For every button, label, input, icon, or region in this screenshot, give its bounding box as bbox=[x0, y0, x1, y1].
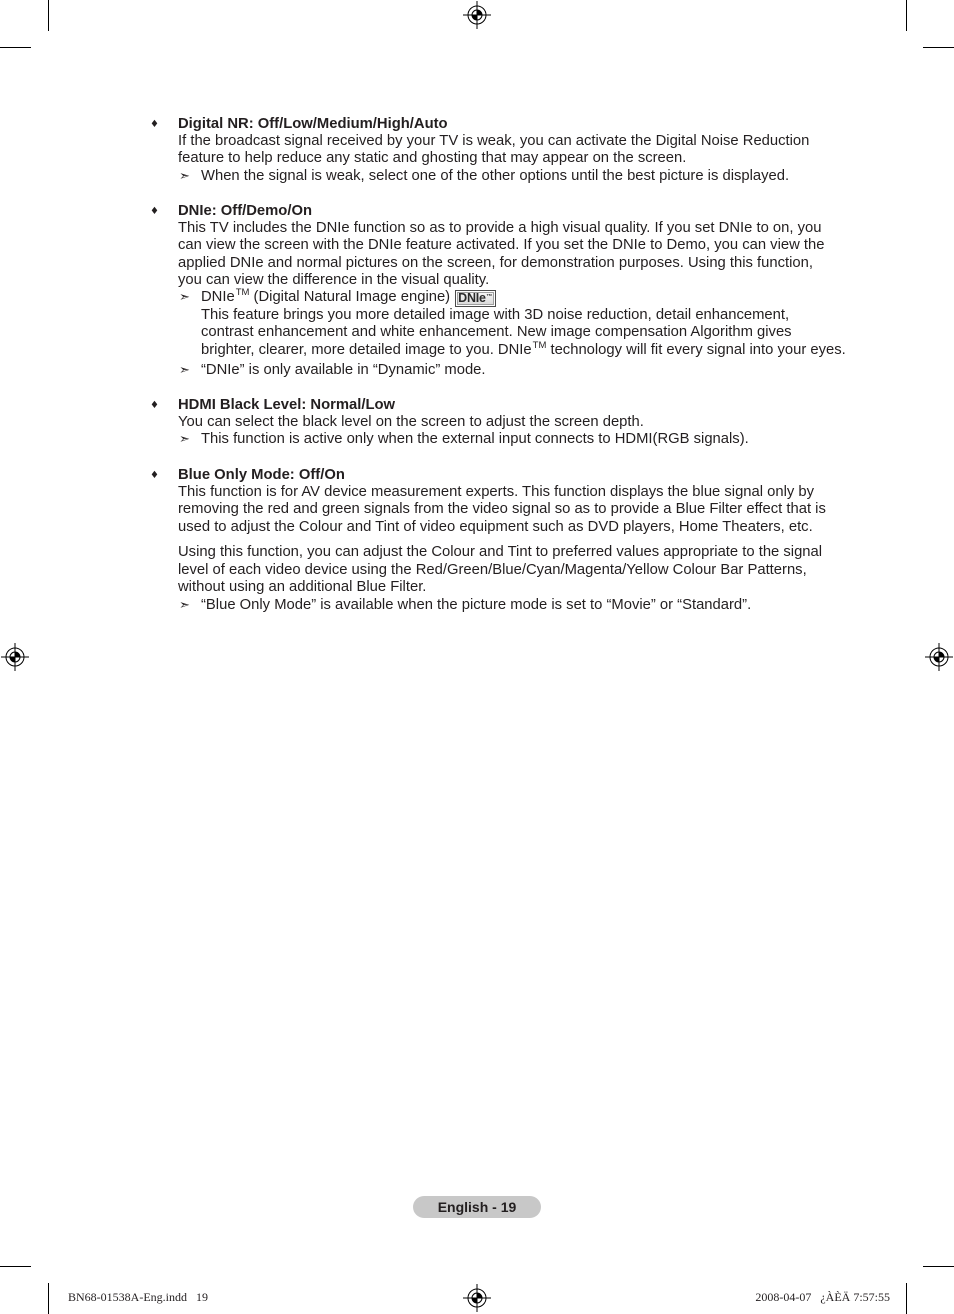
note-arrow-icon: ➣ bbox=[179, 168, 190, 184]
body-line: level of each video device using the Red/Green/Blue/Cyan/Magenta/Yellow Colour Bar Patterns, bbox=[178, 561, 807, 578]
section-dnie bbox=[150, 202, 868, 380]
trademark-superscript: TM bbox=[235, 287, 250, 299]
note-arrow-icon: ➣ bbox=[179, 432, 190, 448]
crop-mark-top-right-horizontal bbox=[923, 47, 954, 48]
body-line: can view the screen with the DNIe feature activated. If you set the DNIe to Demo, you can view the bbox=[178, 237, 825, 254]
note bbox=[178, 597, 868, 614]
diamond-bullet-icon: ♦ bbox=[150, 118, 159, 130]
note-line-text: technology will fit every signal into your eyes. bbox=[546, 341, 846, 358]
note-arrow-icon: ➣ bbox=[179, 290, 190, 306]
page-number-badge bbox=[413, 1196, 541, 1218]
note-line: When the signal is weak, select one of the other options until the best picture is displayed. bbox=[201, 167, 790, 184]
note-line-text: brighter, clearer, more detailed image to you. DNIe bbox=[201, 341, 532, 358]
section-digital-nr bbox=[150, 115, 868, 186]
body-line: You can select the black level on the screen to adjust the screen depth. bbox=[178, 413, 644, 430]
body-line: This function is for AV device measurement experts. This function displays the blue signal only by bbox=[178, 483, 815, 500]
slug-timestamp: 2008-04-07 ¿ÀÈÄ 7:57:55 bbox=[755, 1290, 890, 1304]
body-line: without using an additional Blue Filter. bbox=[178, 579, 427, 596]
crop-mark-top-left-horizontal bbox=[0, 47, 31, 48]
note-arrow-icon: ➣ bbox=[179, 597, 190, 613]
body-line: Using this function, you can adjust the Colour and Tint to preferred values appropriate to the signal bbox=[178, 544, 823, 561]
diamond-bullet-icon: ♦ bbox=[150, 469, 159, 481]
registration-crosshair-icon bbox=[463, 1284, 491, 1312]
body-line: If the broadcast signal received by your TV is weak, you can activate the Digital Noise Reduction bbox=[178, 132, 810, 149]
note-title-line bbox=[201, 289, 868, 306]
crop-mark-bottom-left-horizontal bbox=[0, 1266, 31, 1267]
note bbox=[178, 431, 868, 448]
body-line: removing the red and green signals from the video signal so as to provide a Blue Filter effect that is bbox=[178, 501, 826, 518]
note-line: This function is active only when the external input connects to HDMI(RGB signals). bbox=[201, 431, 749, 448]
diamond-bullet-icon: ♦ bbox=[150, 205, 159, 217]
note-line: This feature brings you more detailed image with 3D noise reduction, detail enhancement, bbox=[201, 306, 790, 323]
note-line: “Blue Only Mode” is available when the picture mode is set to “Movie” or “Standard”. bbox=[201, 596, 752, 613]
dnie-name: DNIe bbox=[201, 289, 235, 306]
note-dnie-engine bbox=[178, 289, 868, 359]
dnie-logo-trademark: ™ bbox=[486, 293, 493, 300]
slug-file-name: BN68-01538A-Eng.indd 19 bbox=[68, 1290, 208, 1304]
crop-mark-top-left-vertical bbox=[48, 0, 49, 31]
note bbox=[178, 168, 868, 185]
note-line bbox=[201, 339, 868, 359]
page-number-label: English - 19 bbox=[437, 1199, 517, 1215]
section-body bbox=[178, 414, 868, 431]
body-line: you can view the difference in the visual quality. bbox=[178, 272, 490, 289]
body-line: applied DNIe and normal pictures on the screen, for demonstration purposes. Using this function, bbox=[178, 254, 813, 271]
note-line: “DNIe” is only available in “Dynamic” mode. bbox=[201, 362, 486, 379]
body-line: feature to help reduce any static and ghosting that may appear on the screen. bbox=[178, 150, 687, 167]
note-line: contrast enhancement and white enhancement. New image compensation Algorithm gives bbox=[201, 324, 792, 341]
body-line: used to adjust the Colour and Tint of video equipment such as DVD players, Home Theaters, etc. bbox=[178, 518, 813, 535]
crop-mark-bottom-right-vertical bbox=[906, 1283, 907, 1314]
section-body bbox=[178, 484, 868, 536]
note-arrow-icon: ➣ bbox=[179, 363, 190, 379]
crop-mark-bottom-left-vertical bbox=[48, 1283, 49, 1314]
registration-crosshair-icon bbox=[463, 1, 491, 29]
trademark-superscript: TM bbox=[532, 339, 547, 351]
dnie-logo bbox=[455, 290, 496, 307]
section-heading: Blue Only Mode: Off/On bbox=[178, 466, 345, 483]
section-blue-only-mode bbox=[150, 466, 868, 615]
body-line: This TV includes the DNIe function so as to provide a high visual quality. If you set DNIe to on, you bbox=[178, 219, 822, 236]
section-body bbox=[178, 133, 868, 168]
registration-crosshair-icon bbox=[1, 643, 29, 671]
crop-mark-top-right-vertical bbox=[906, 0, 907, 31]
section-hdmi-black-level bbox=[150, 396, 868, 449]
dnie-logo-text: DNIe bbox=[458, 290, 486, 305]
section-heading: DNIe: Off/Demo/On bbox=[178, 202, 312, 219]
section-body bbox=[178, 544, 868, 596]
crop-mark-bottom-right-horizontal bbox=[923, 1266, 954, 1267]
section-heading: HDMI Black Level: Normal/Low bbox=[178, 396, 396, 413]
note bbox=[178, 362, 868, 379]
dnie-full-name: (Digital Natural Image engine) bbox=[249, 289, 451, 306]
section-heading: Digital NR: Off/Low/Medium/High/Auto bbox=[178, 115, 448, 132]
registration-crosshair-icon bbox=[925, 643, 953, 671]
section-body bbox=[178, 220, 868, 290]
diamond-bullet-icon: ♦ bbox=[150, 399, 159, 411]
